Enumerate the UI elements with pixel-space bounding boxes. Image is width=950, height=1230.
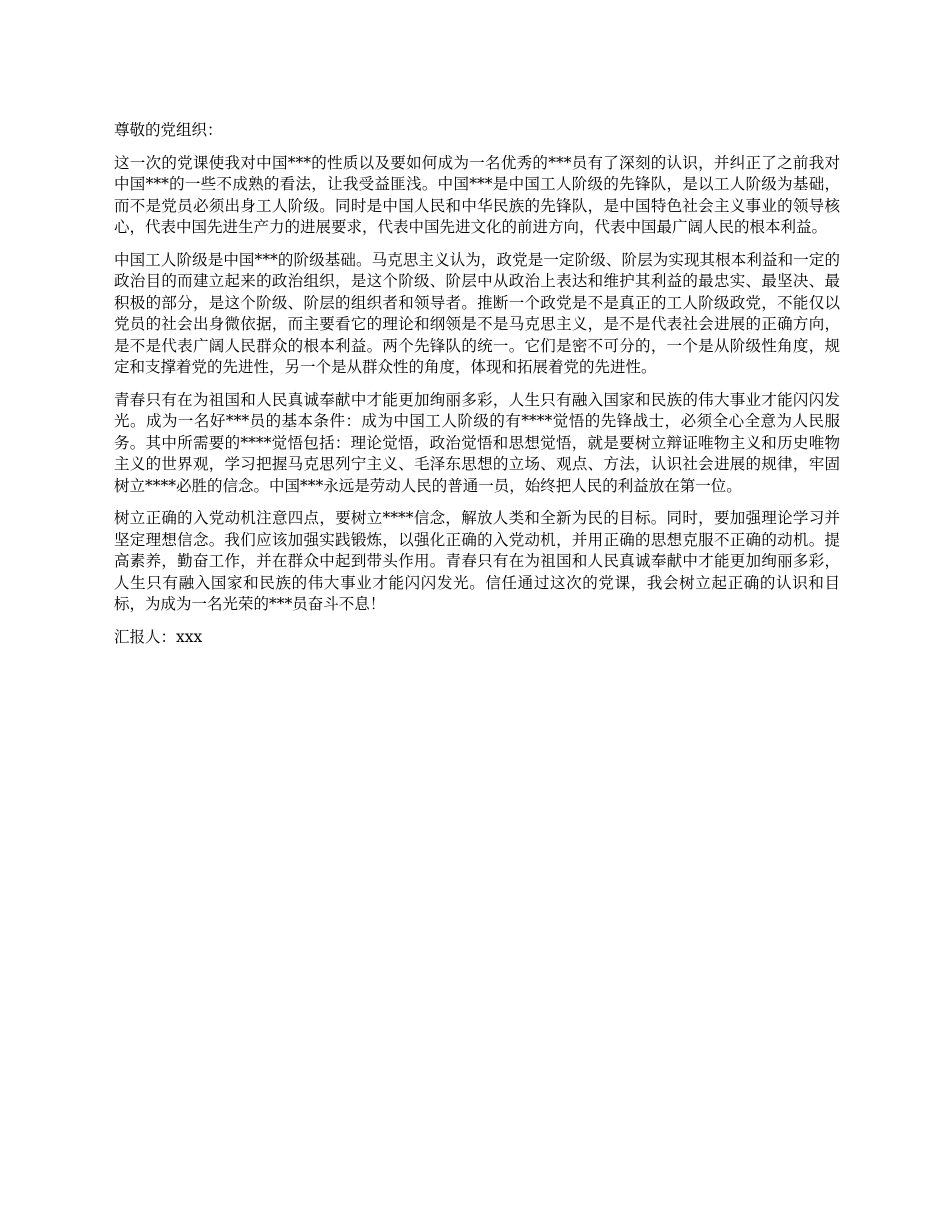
paragraph: 树立正确的入党动机注意四点，要树立****信念，解放人类和全新为民的目标。同时，要加强理论学习并坚定理想信念。我们应该加强实践锻炼，以强化正确的入党动机，并用正确的思想克服不正确的动机。提高素养，勤奋工作，并在群众中起到带头作用。青春只有在为祖国和人民真诚奉献中才能更加绚丽多彩，人生只有融入国家和民族的伟大事业才能闪闪发光。信任通过这次的党课，我会树立起正确的认识和目标，为成为一名光荣的***员奋斗不息！ xyxy=(114,509,840,613)
salutation: 尊敬的党组织： xyxy=(114,121,223,139)
paragraph: 这一次的党课使我对中国***的性质以及要如何成为一名优秀的***员有了深刻的认识，并纠正了之前我对中国***的一些不成熟的看法，让我受益匪浅。中国***是中国工人阶级的先锋队，是以工人阶级为基础，而不是党员必须出身工人阶级。同时是中国人民和中华民族的先锋队，是中国特色社会主义事业的领导核心，代表中国先进生产力的进展要求，代表中国先进文化的前进方向，代表中国最广阔人民的根本利益。 xyxy=(114,153,840,236)
paragraph: 青春只有在为祖国和人民真诚奉献中才能更加绚丽多彩，人生只有融入国家和民族的伟大事业才能闪闪发光。成为一名好***员的基本条件：成为中国工人阶级的有****觉悟的先锋战士，必须全心全意为人民服务。其中所需要的****觉悟包括：理论觉悟，政治觉悟和思想觉悟，就是要树立辩证唯物主义和历史唯物主义的世界观，学习把握马克思列宁主义、毛泽东思想的立场、观点、方法，认识社会进展的规律，牢固树立****必胜的信念。中国***永远是劳动人民的普通一员，始终把人民的利益放在第一位。 xyxy=(114,390,840,495)
signature: 汇报人：xxx xyxy=(114,627,203,646)
document-page xyxy=(114,120,840,648)
paragraph: 中国工人阶级是中国***的阶级基础。马克思主义认为，政党是一定阶级、阶层为实现其根本利益和一定的政治目的而建立起来的政治组织，是这个阶级、阶层中从政治上表达和维护其利益的最忠实、最坚决、最积极的部分，是这个阶级、阶层的组织者和领导者。推断一个政党是不是真正的工人阶级政党，不能仅以党员的社会出身微依据，而主要看它的理论和纲领是不是马克思主义，是不是代表社会进展的正确方向，是不是代表广阔人民群众的根本利益。两个先锋队的统一。它们是密不可分的，一个是从阶级性角度，规定和支撑着党的先进性，另一个是从群众性的角度，体现和拓展着党的先进性。 xyxy=(114,250,840,376)
